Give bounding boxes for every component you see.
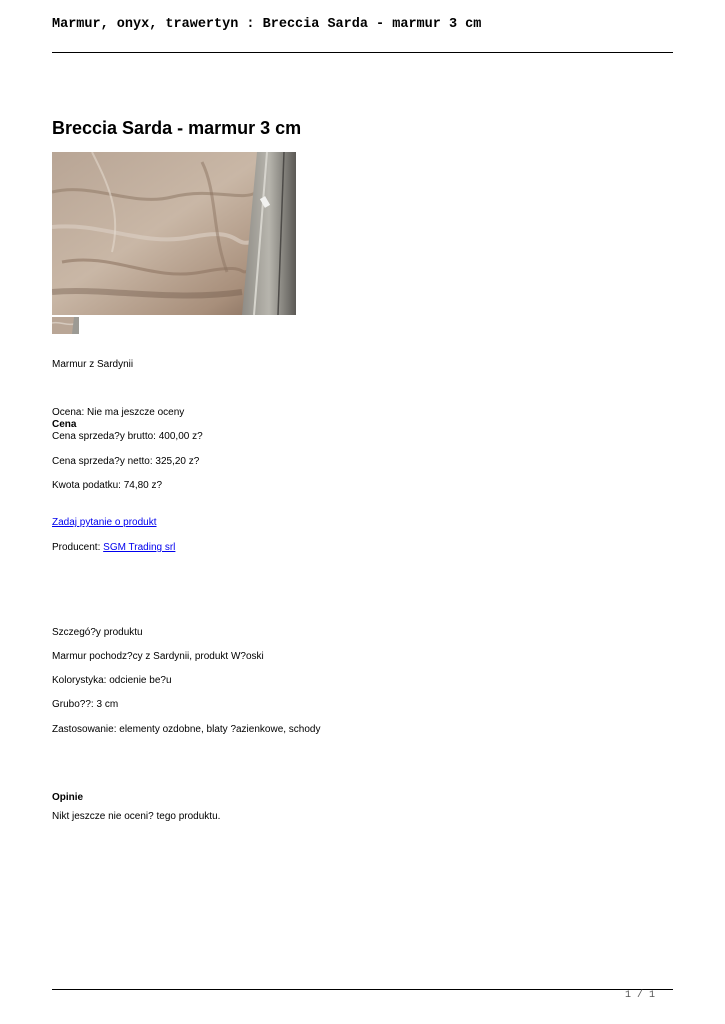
rating-text: Ocena: Nie ma jeszcze oceny: [52, 407, 185, 418]
ask-question-row: [52, 517, 157, 529]
producer-link[interactable]: SGM Trading srl: [103, 542, 176, 553]
header-divider: [52, 52, 673, 53]
reviews-heading: Opinie: [52, 792, 84, 803]
details-thickness: Grubo??: 3 cm: [52, 699, 119, 710]
price-net: Cena sprzeda?y netto: 325,20 z?: [52, 456, 200, 467]
details-color: Kolorystyka: odcienie be?u: [52, 675, 172, 686]
page-indicator: 1 / 1: [624, 990, 655, 1001]
ask-question-link[interactable]: Zadaj pytanie o produkt: [52, 517, 157, 528]
price-tax: Kwota podatku: 74,80 z?: [52, 480, 163, 491]
details-origin: Marmur pochodz?cy z Sardynii, produkt W?oski: [52, 651, 264, 662]
details-heading: Szczegó?y produktu: [52, 627, 143, 638]
marble-thumbnail-image: [52, 317, 79, 334]
product-short-description: Marmur z Sardynii: [52, 359, 134, 370]
producer-row: [52, 542, 175, 554]
product-title: Breccia Sarda - marmur 3 cm: [52, 118, 302, 138]
details-usage: Zastosowanie: elementy ozdobne, blaty ?azienkowe, schody: [52, 724, 321, 735]
price-gross: Cena sprzeda?y brutto: 400,00 z?: [52, 431, 203, 442]
reviews-empty-text: Nikt jeszcze nie oceni? tego produktu.: [52, 811, 221, 822]
marble-slab-image: [52, 152, 296, 315]
product-thumbnail[interactable]: [52, 317, 79, 334]
footer-divider: [52, 989, 673, 990]
document-header-title: Marmur, onyx, trawertyn : Breccia Sarda - marmur 3 cm: [52, 17, 482, 32]
producer-label: Producent:: [52, 542, 104, 553]
product-image[interactable]: [52, 152, 296, 315]
price-heading: Cena: [52, 419, 77, 430]
